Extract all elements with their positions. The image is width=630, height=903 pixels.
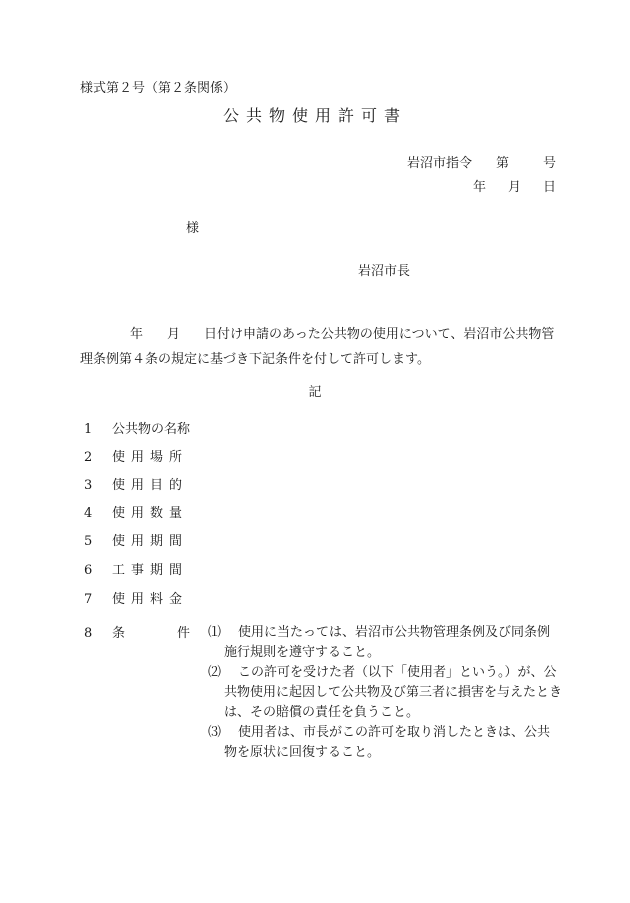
body-text: 日付け申請のあった公共物の使用について、岩沼市公共物管理条例第４条の規定に基づき下記条件を付して許可します。 [80,327,555,367]
document-title: 公共物使用許可書 [222,106,407,125]
date-month: 月 [507,180,521,195]
item-public-property-name [84,423,190,436]
item-usage-fee [84,593,188,606]
item-label: 使用期間 [112,534,189,549]
item-label: 使用目的 [112,478,189,493]
condition-1 [208,623,562,663]
issue-date [473,181,556,194]
condition-marker: ⑶ [208,725,222,740]
item-construction-period [84,564,188,577]
condition-marker: ⑴ [208,625,222,640]
item-usage-location [84,451,188,464]
form-label: 様式第２号（第２条関係） [80,81,237,96]
item-usage-purpose [84,479,188,492]
item-number: 8 [84,626,93,641]
item-number: 7 [84,592,93,607]
item-usage-period [84,535,188,548]
condition-text: 使用者は、市長がこの許可を取り消したときは、公共物を原状に回復すること。 [224,725,551,760]
body-month: 月 [167,327,181,342]
item-label: 使用場所 [112,450,189,465]
condition-3 [208,723,562,763]
addressee: 様 [186,221,200,236]
item-number: 4 [84,506,93,521]
body-paragraph [80,322,565,372]
reference-number [407,157,556,170]
item-number: 1 [84,422,93,437]
item-number: 2 [84,450,93,465]
ki-heading: 記 [308,385,322,400]
conditions-label-first: 条 [112,626,126,641]
reference-dai: 第 [495,156,509,171]
item-label: 工事期間 [112,563,189,578]
reference-go: 号 [542,156,556,171]
item-number: 5 [84,534,93,549]
item-label: 使用数量 [112,506,189,521]
reference-prefix: 岩沼市指令 [406,156,472,171]
item-number: 3 [84,478,93,493]
condition-2 [208,663,562,723]
condition-marker: ⑵ [208,665,222,680]
item-label: 使用料金 [112,592,189,607]
issuer: 岩沼市長 [358,264,411,279]
date-day: 日 [542,180,556,195]
item-label: 公共物の名称 [112,422,191,437]
condition-text: この許可を受けた者（以下「使用者」という。）が、公共物使用に起因して公共物及び第三者に損害を与えたときは、その賠償の責任を負うこと。 [224,665,563,720]
item-number: 6 [84,563,93,578]
condition-text: 使用に当たっては、岩沼市公共物管理条例及び同条例施行規則を遵守すること。 [224,625,551,660]
item-usage-quantity [84,507,188,520]
conditions-label-second: 件 [176,626,190,641]
body-year: 年 [130,327,144,342]
date-year: 年 [472,180,486,195]
item-conditions-number [84,627,112,640]
